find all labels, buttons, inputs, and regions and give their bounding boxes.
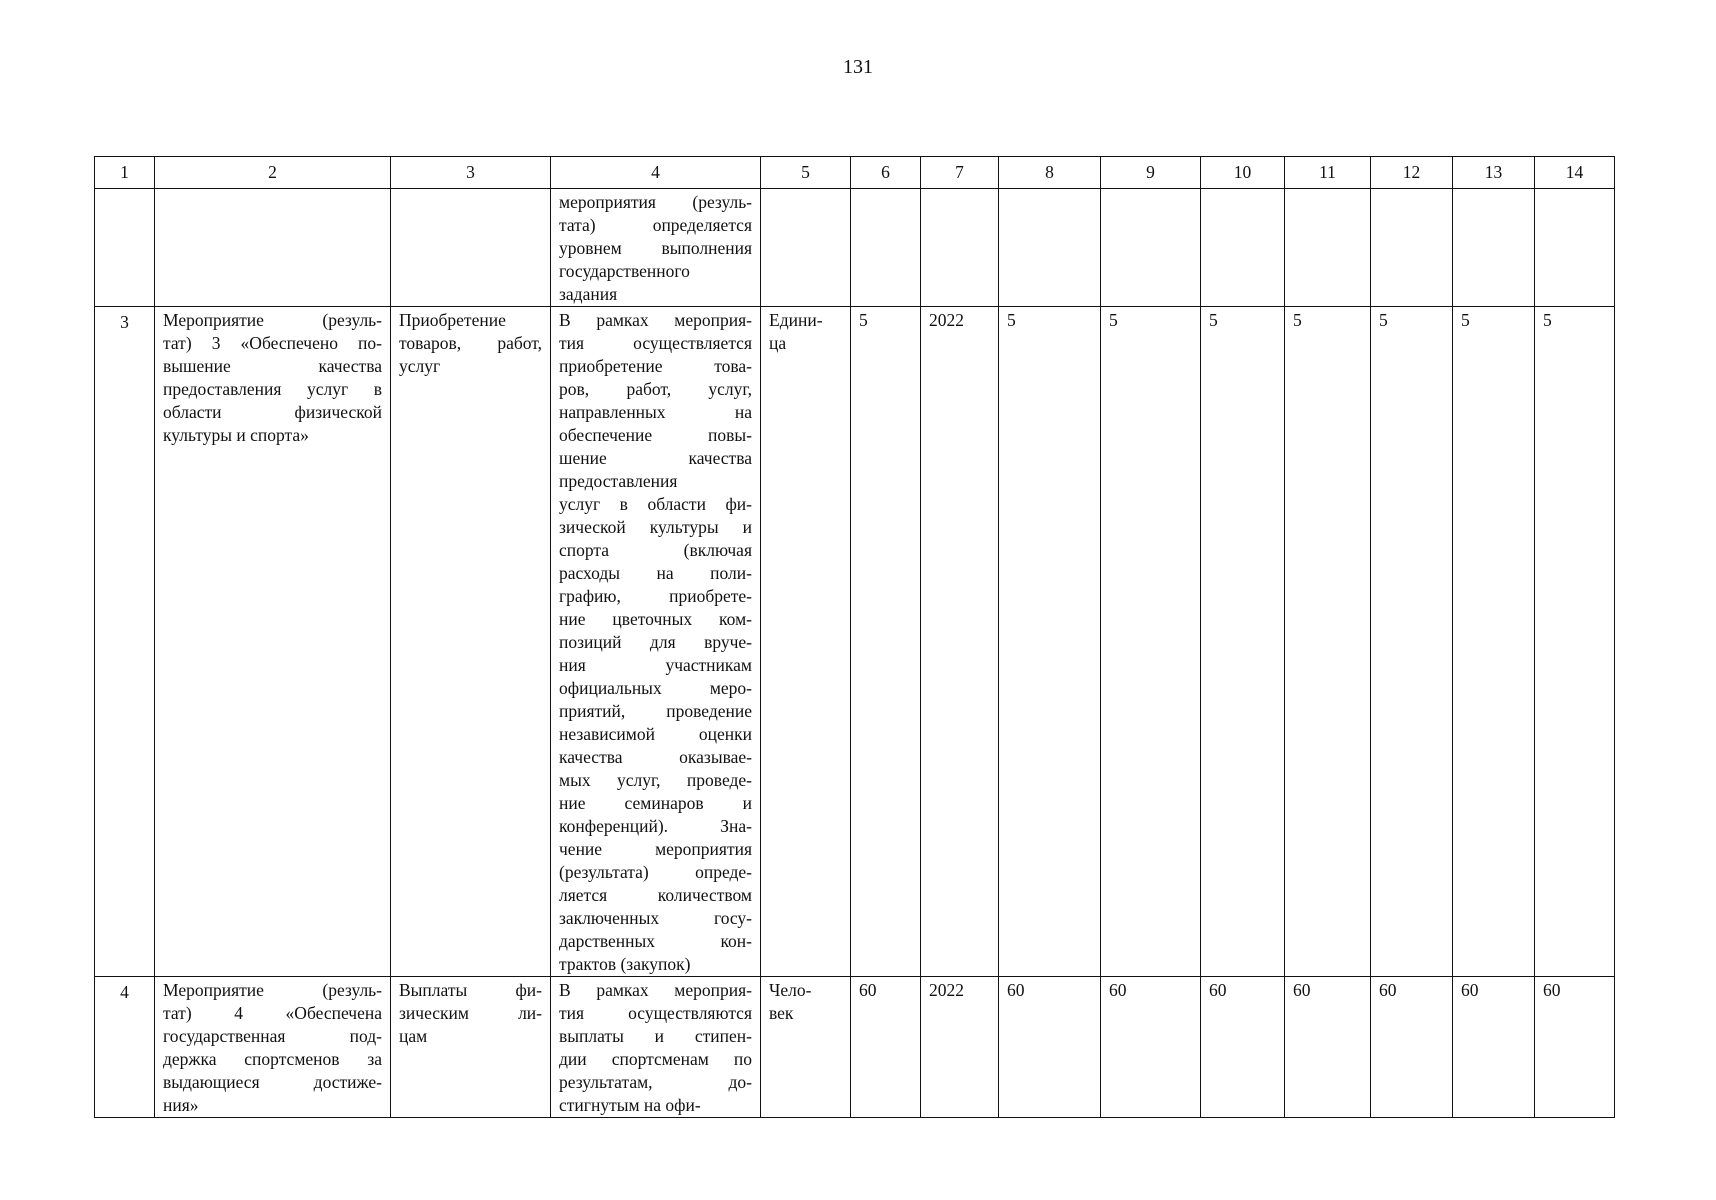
- text-line: расходы на поли-: [559, 563, 752, 583]
- header-cell: 8: [999, 157, 1101, 189]
- text-line: услуг в области фи-: [559, 494, 752, 514]
- value-cell: 60: [1453, 977, 1535, 1118]
- program-table: [94, 156, 1615, 1118]
- empty-cell: [391, 189, 551, 307]
- text-line: приятий, проведение: [559, 701, 752, 721]
- year-cell: 2022: [921, 307, 999, 977]
- text-line: В рамках мероприя-: [559, 980, 752, 1000]
- text-line: конференций). Зна-: [559, 816, 752, 836]
- text-line: трактов (закупок): [559, 954, 691, 974]
- text-line: ров, работ, услуг,: [559, 379, 752, 399]
- text-line: заключенных госу-: [559, 908, 752, 928]
- text-line: тат) 3 «Обеспечено по-: [163, 333, 382, 353]
- header-cell: 14: [1535, 157, 1615, 189]
- header-cell: 3: [391, 157, 551, 189]
- value-cell: 5: [1101, 307, 1201, 977]
- text-line: государственная под-: [163, 1026, 382, 1046]
- value-cell: 5: [1453, 307, 1535, 977]
- text-line: цам: [399, 1026, 428, 1046]
- text-line: зической культуры и: [559, 517, 752, 537]
- text-line: качества оказывае-: [559, 747, 752, 767]
- empty-cell: [155, 189, 391, 307]
- text-line: стигнутым на офи-: [559, 1095, 701, 1115]
- value-cell: 60: [1535, 977, 1615, 1118]
- header-cell: 5: [761, 157, 851, 189]
- text-line: тат) 4 «Обеспечена: [163, 1003, 382, 1023]
- text-line: направленных на: [559, 402, 752, 422]
- text-line: предоставления: [559, 471, 678, 491]
- empty-cell: [1101, 189, 1201, 307]
- text-line: тата) определяется: [559, 215, 752, 235]
- text-line: век: [769, 1003, 794, 1023]
- empty-cell: [95, 189, 155, 307]
- empty-cell: [761, 189, 851, 307]
- header-cell: 13: [1453, 157, 1535, 189]
- continuation-row: [95, 189, 1615, 307]
- header-cell: 4: [551, 157, 761, 189]
- text-line: мых услуг, проведе-: [559, 770, 752, 790]
- empty-cell: [1453, 189, 1535, 307]
- value-cell: 5: [1201, 307, 1285, 977]
- unit-cell: [761, 307, 851, 977]
- expense-type-cell: [391, 307, 551, 977]
- text-line: ние семинаров и: [559, 793, 752, 813]
- empty-cell: [921, 189, 999, 307]
- row-number: 3: [95, 307, 155, 977]
- header-cell: 1: [95, 157, 155, 189]
- empty-cell: [1535, 189, 1615, 307]
- value-cell: 5: [851, 307, 921, 977]
- text-line: приобретение това-: [559, 356, 752, 376]
- text-line: области физической: [163, 402, 382, 422]
- value-cell: 60: [851, 977, 921, 1118]
- header-row: [95, 157, 1615, 189]
- text-line: ца: [769, 333, 787, 353]
- activity-name-cell: [155, 307, 391, 977]
- unit-cell: [761, 977, 851, 1118]
- text-line: услуг: [399, 356, 441, 376]
- empty-cell: [851, 189, 921, 307]
- text-line: Едини-: [769, 310, 823, 330]
- value-cell: 60: [1201, 977, 1285, 1118]
- description-cell: [551, 189, 761, 307]
- text-line: официальных меро-: [559, 678, 752, 698]
- text-line: ния участникам: [559, 655, 752, 675]
- text-line: ляется количеством: [559, 885, 752, 905]
- value-cell: 5: [1285, 307, 1371, 977]
- header-cell: 10: [1201, 157, 1285, 189]
- value-cell: 60: [999, 977, 1101, 1118]
- header-cell: 11: [1285, 157, 1371, 189]
- text-line: В рамках мероприя-: [559, 310, 752, 330]
- text-line: держка спортсменов за: [163, 1049, 382, 1069]
- value-cell: 5: [999, 307, 1101, 977]
- page-number: 131: [843, 56, 873, 78]
- empty-cell: [1371, 189, 1453, 307]
- text-line: задания: [559, 284, 618, 304]
- text-line: шение качества: [559, 448, 752, 468]
- text-line: Мероприятие (резуль-: [163, 310, 382, 330]
- text-line: культуры и спорта»: [163, 425, 309, 445]
- header-cell: 2: [155, 157, 391, 189]
- text-line: уровнем выполнения: [559, 238, 752, 258]
- text-line: спорта (включая: [559, 540, 752, 560]
- text-line: вышение качества: [163, 356, 382, 376]
- text-line: ния»: [163, 1095, 199, 1115]
- value-cell: 60: [1285, 977, 1371, 1118]
- empty-cell: [999, 189, 1101, 307]
- text-line: выдающиеся достиже-: [163, 1072, 382, 1092]
- text-line: результатам, до-: [559, 1072, 752, 1092]
- table-row-4: [95, 977, 1615, 1118]
- empty-cell: [1285, 189, 1371, 307]
- text-line: товаров, работ,: [399, 333, 542, 353]
- text-line: зическим ли-: [399, 1003, 542, 1023]
- header-cell: 6: [851, 157, 921, 189]
- description-cell: [551, 307, 761, 977]
- text-line: Чело-: [769, 980, 812, 1000]
- text-line: чение мероприятия: [559, 839, 752, 859]
- text-line: ние цветочных ком-: [559, 609, 752, 629]
- text-line: государственного: [559, 261, 690, 281]
- text-line: позиций для вруче-: [559, 632, 752, 652]
- text-line: тия осуществляется: [559, 333, 752, 353]
- text-line: Выплаты фи-: [399, 980, 542, 1000]
- text-line: дарственных кон-: [559, 931, 752, 951]
- text-line: независимой оценки: [559, 724, 752, 744]
- text-line: Приобретение: [399, 310, 506, 330]
- year-cell: 2022: [921, 977, 999, 1118]
- empty-cell: [1201, 189, 1285, 307]
- value-cell: 60: [1101, 977, 1201, 1118]
- text-line: тия осуществляются: [559, 1003, 752, 1023]
- text-line: дии спортсменам по: [559, 1049, 752, 1069]
- text-line: мероприятия (резуль-: [559, 192, 752, 212]
- header-cell: 12: [1371, 157, 1453, 189]
- expense-type-cell: [391, 977, 551, 1118]
- header-cell: 9: [1101, 157, 1201, 189]
- text-line: (результата) опреде-: [559, 862, 752, 882]
- text-line: предоставления услуг в: [163, 379, 382, 399]
- activity-name-cell: [155, 977, 391, 1118]
- table-row-3: [95, 307, 1615, 977]
- row-number: 4: [95, 977, 155, 1118]
- value-cell: 60: [1371, 977, 1453, 1118]
- text-line: Мероприятие (резуль-: [163, 980, 382, 1000]
- header-cell: 7: [921, 157, 999, 189]
- value-cell: 5: [1371, 307, 1453, 977]
- value-cell: 5: [1535, 307, 1615, 977]
- text-line: графию, приобрете-: [559, 586, 752, 606]
- description-cell: [551, 977, 761, 1118]
- text-line: выплаты и стипен-: [559, 1026, 752, 1046]
- text-line: обеспечение повы-: [559, 425, 752, 445]
